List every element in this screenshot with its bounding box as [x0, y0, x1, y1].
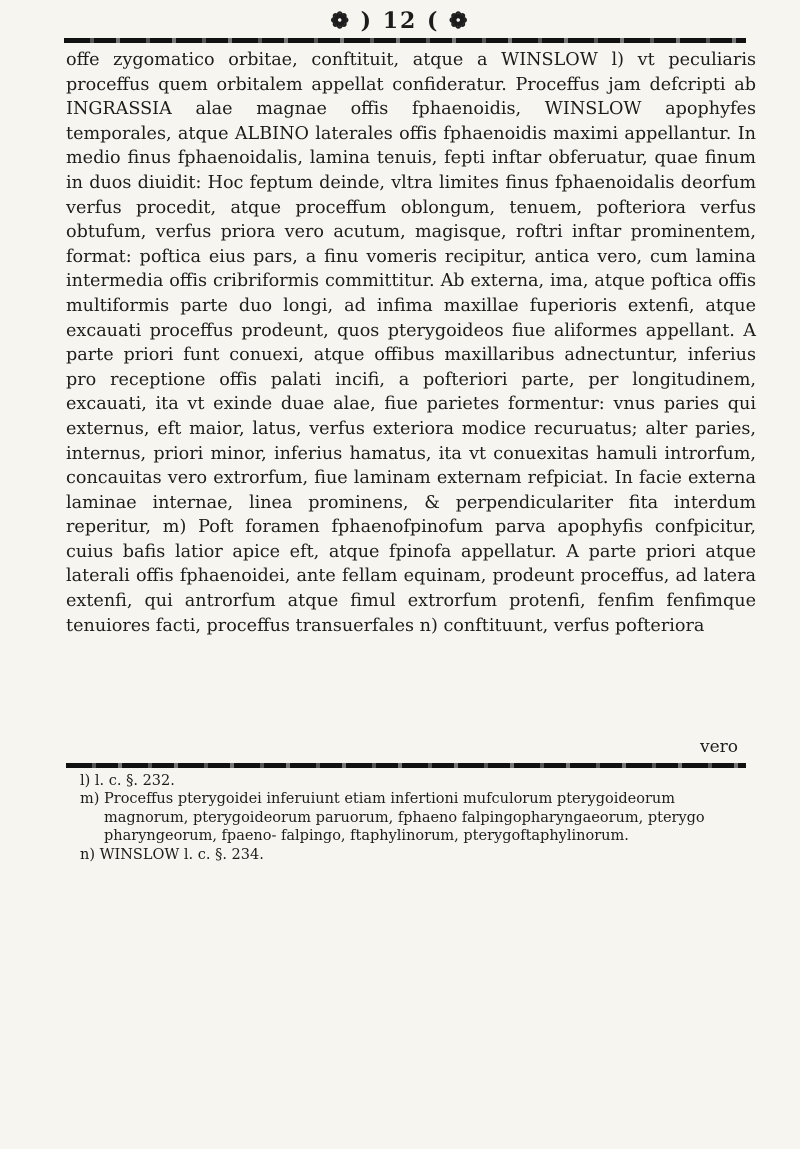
page-number-header: ❁ ) 12 ( ❁ [330, 8, 470, 34]
footnote-n: n) WINSLOW l. c. §. 234. [80, 846, 264, 863]
footnotes [80, 772, 750, 864]
header-rule [64, 38, 746, 43]
footnote-l: l) l. c. §. 232. [80, 773, 175, 789]
catchword: vero [699, 737, 738, 757]
running-header [60, 8, 740, 38]
footnote-m: m) Proceffus pterygoidei inferuiunt etiam infertioni mufculorum pterygoideorum magnorum, pterygoideorum paruorum, fphaeno falpingopharyngaeorum, pterygo pharyngeorum, fpaeno- falpingo, ftaphylinorum, pterygoftaphylinorum. [80, 791, 705, 845]
main-paragraph: offe zygomatico orbitae, conftituit, atque a WINSLOW l) vt peculiaris proceffus quem orbitalem appellat confideratur. Proceffus jam defcripti ab INGRASSIA alae magnae offis fphaenoidis, WINSLOW apophyfes temporales, atque ALBINO laterales offis fphaenoidis maximi appellantur. In medio finus fphaenoidalis, lamina tenuis, fepti inftar obferuatur, quae finum in duos diuidit: Hoc feptum deinde, vltra limites finus fphaenoidalis deorfum verfus procedit, atque proceffum oblongum, tenuem, pofteriora verfus obtufum, verfus priora vero acutum, magisque, roftri inftar prominentem, format: poftica eius pars, a finu vomeris recipitur, antica vero, cum lamina intermedia offis cribriformis committitur. Ab externa, ima, atque poftica offis multiformis parte duo longi, ad infima maxillae fuperioris extenfi, atque excauati proceffus prodeunt, quos pterygoideos fiue aliformes appellant. A parte priori funt conuexi, atque offibus maxillaribus adnectuntur, inferius pro receptione offis palati incifi, a pofteriori parte, per longitudinem, excauati, ita vt exinde duae alae, fiue parietes formentur: vnus paries qui externus, eft maior, latus, verfus exteriora modice recuruatus; alter paries, internus, priori minor, inferius hamatus, ita vt conuexitas hamuli introrfum, concauitas vero extrorfum, fiue laminam externam refpiciat. In facie externa laminae internae, linea prominens, & perpendiculariter fita interdum reperitur, m) Poft foramen fphaenofpinofum parva apophyfis confpicitur, cuius bafis latior apice eft, atque fpinofa appellatur. A parte priori atque laterali offis fphaenoidei, ante fellam equinam, prodeunt proceffus, ad latera extenfi, qui antrorfum atque fimul extrorfum protenfi, fenfim fenfimque tenuiores facti, proceffus transuerfales n) conftituunt, verfus pofteriora [66, 50, 756, 636]
main-text [66, 48, 756, 638]
footnote-rule [66, 763, 746, 768]
